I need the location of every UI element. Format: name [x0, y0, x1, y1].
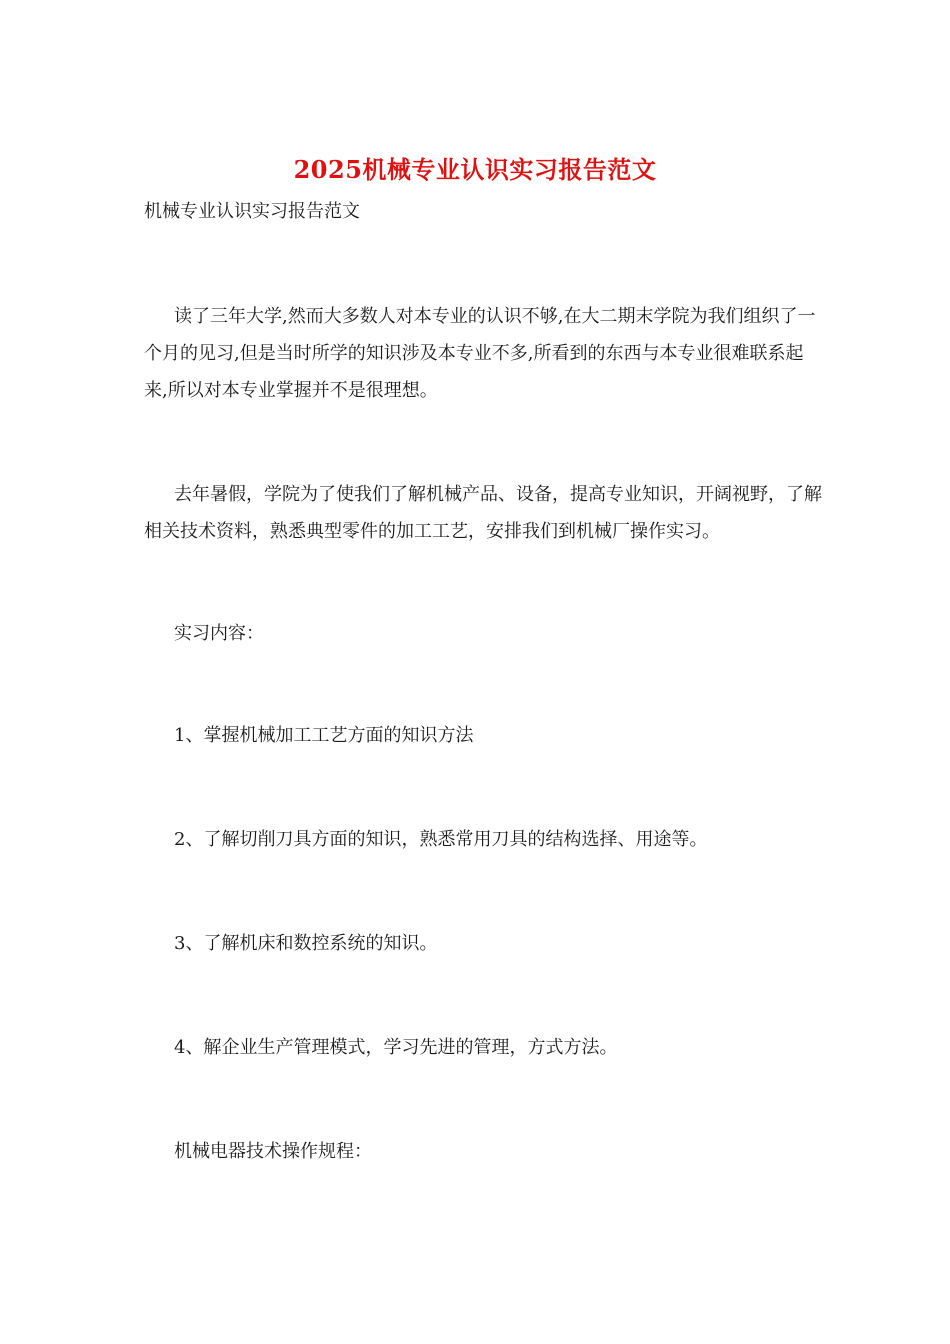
section-heading-content: 实习内容：	[174, 623, 264, 644]
section-heading-rules: 机械电器技术操作规程：	[174, 1141, 372, 1162]
list-item: 4、解企业生产管理模式，学习先进的管理，方式方法。	[174, 1037, 618, 1058]
paragraph-intro: 读了三年大学,然而大多数人对本专业的认识不够,在大二期末学院为我们组织了一个月的见习,但是当时所学的知识涉及本专业不多,所看到的东西与本专业很难联系起来,所以对本专业掌握并不是很理想。	[144, 306, 816, 401]
paragraph-background: 去年暑假，学院为了使我们了解机械产品、设备，提高专业知识，开阔视野，了解相关技术资料，熟悉典型零件的加工工艺，安排我们到机械厂操作实习。	[144, 484, 822, 542]
document-title: 2025机械专业认识实习报告范文	[293, 155, 657, 184]
list-item: 3、了解机床和数控系统的知识。	[174, 933, 438, 954]
list-item: 2、了解切削刀具方面的知识，熟悉常用刀具的结构选择、用途等。	[174, 829, 708, 850]
document-subtitle: 机械专业认识实习报告范文	[144, 201, 360, 222]
list-item: 1、掌握机械加工工艺方面的知识方法	[174, 725, 474, 746]
